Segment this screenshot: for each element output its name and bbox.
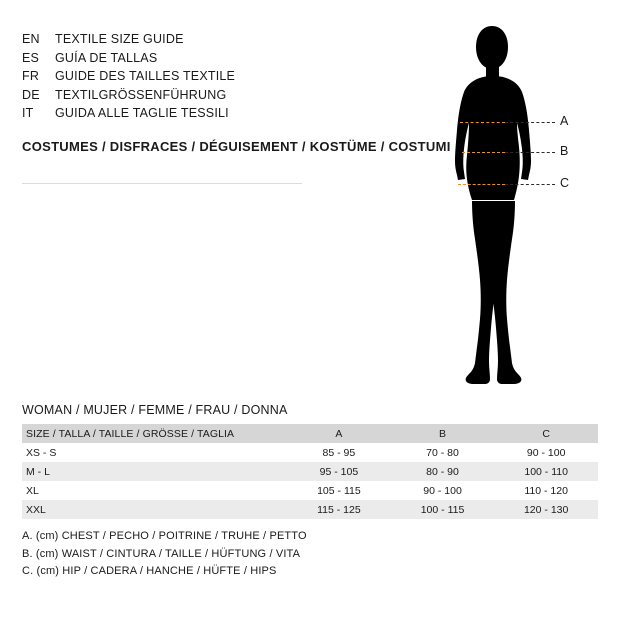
cell-b: 90 - 100	[391, 481, 495, 500]
cell-b: 100 - 115	[391, 500, 495, 519]
cell-a: 105 - 115	[287, 481, 391, 500]
table-title: WOMAN / MUJER / FEMME / FRAU / DONNA	[22, 403, 288, 417]
measurement-leader-b	[505, 152, 555, 153]
language-row-fr	[22, 67, 352, 86]
measurement-leader-c	[505, 184, 555, 185]
language-text-it: GUIDA ALLE TAGLIE TESSILI	[55, 106, 229, 120]
table-row	[22, 462, 598, 481]
measurement-line-a	[460, 122, 505, 123]
measurement-label-a: A	[560, 114, 569, 128]
table-row	[22, 481, 598, 500]
cell-a: 115 - 125	[287, 500, 391, 519]
language-code-it: IT	[22, 106, 34, 120]
language-row-en	[22, 30, 352, 49]
cell-c: 100 - 110	[494, 462, 598, 481]
table-row	[22, 500, 598, 519]
cell-c: 120 - 130	[494, 500, 598, 519]
legend	[22, 528, 307, 581]
legend-line-b: B. (cm) WAIST / CINTURA / TAILLE / HÜFTUNG / VITA	[22, 547, 301, 560]
header-cell-c: C	[494, 424, 598, 443]
size-table	[22, 424, 598, 519]
measurement-line-c	[458, 184, 505, 185]
measurement-label-b: B	[560, 144, 569, 158]
female-silhouette-icon	[430, 18, 570, 388]
cell-size: XS - S	[22, 443, 287, 462]
costumes-subtitle: COSTUMES / DISFRACES / DÉGUISEMENT / KOSTÜME / COSTUMI	[22, 139, 451, 154]
cell-size: XXL	[22, 500, 287, 519]
language-code-es: ES	[22, 50, 40, 65]
cell-c: 110 - 120	[494, 481, 598, 500]
cell-size: XL	[22, 481, 287, 500]
legend-line-a: A. (cm) CHEST / PECHO / POITRINE / TRUHE / PETTO	[22, 530, 307, 542]
language-row-it	[22, 104, 352, 123]
language-code-de: DE	[22, 87, 40, 102]
cell-b: 80 - 90	[391, 462, 495, 481]
table-header-row	[22, 424, 598, 443]
header-cell-a: A	[287, 424, 391, 443]
language-text-de: TEXTILGRÖSSENFÜHRUNG	[55, 87, 227, 102]
cell-b: 70 - 80	[391, 443, 495, 462]
language-code-fr: FR	[22, 69, 40, 83]
size-table-section	[22, 403, 598, 519]
language-text-en: TEXTILE SIZE GUIDE	[55, 32, 184, 46]
header-divider	[22, 183, 302, 184]
cell-a: 95 - 105	[287, 462, 391, 481]
language-row-de	[22, 86, 352, 105]
language-code-en: EN	[22, 32, 40, 46]
measurement-label-c: C	[560, 176, 570, 190]
cell-c: 90 - 100	[494, 443, 598, 462]
language-text-fr: GUIDE DES TAILLES TEXTILE	[55, 69, 236, 83]
measurement-line-b	[462, 152, 505, 153]
header-cell-b: B	[391, 424, 495, 443]
figure-area	[400, 18, 600, 388]
measurement-leader-a	[505, 122, 555, 123]
language-list	[22, 30, 352, 123]
cell-size: M - L	[22, 462, 287, 481]
header-cell-size: SIZE / TALLA / TAILLE / GRÖSSE / TAGLIA	[22, 424, 287, 443]
cell-a: 85 - 95	[287, 443, 391, 462]
language-text-es: GUÍA DE TALLAS	[55, 50, 158, 65]
legend-line-c: C. (cm) HIP / CADERA / HANCHE / HÜFTE / HIPS	[22, 565, 277, 577]
language-row-es	[22, 49, 352, 68]
table-row	[22, 443, 598, 462]
